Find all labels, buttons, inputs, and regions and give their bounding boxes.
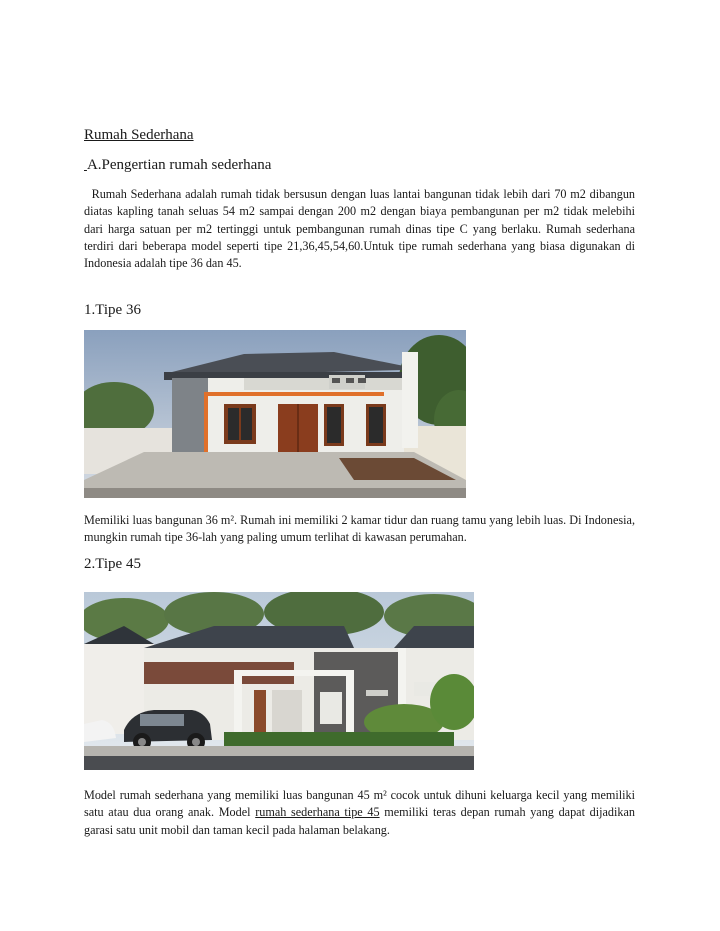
intro-paragraph <box>84 186 635 272</box>
section-heading <box>84 157 271 174</box>
type45-description <box>84 787 635 839</box>
type36-heading: 1.Tipe 36 <box>84 302 141 318</box>
house-type45-photo <box>84 592 474 770</box>
document-title: Rumah Sederhana <box>84 127 194 143</box>
section-heading-text: A.Pengertian rumah sederhana <box>86 157 272 173</box>
type45-description-before: Model rumah sederhana yang memiliki luas bangunan 45 m² cocok untuk dihuni keluarga kecil yang memiliki satu atau dua orang anak. Model <box>84 788 635 820</box>
type45-heading: 2.Tipe 45 <box>84 556 141 572</box>
rumah-sederhana-tipe45-link[interactable]: rumah sederhana tipe 45 <box>255 805 380 820</box>
intro-paragraph-text: Rumah Sederhana adalah rumah tidak bersusun dengan luas lantai bangunan tidak lebih dari 70 m2 dibangun diatas kapling tanah seluas 54 m2 sampai dengan 200 m2 dengan biaya pembangunan per m2 tidak melebihi dari harga satuan per m2 tertinggi untuk pembangunan rumah dinas tipe C yang berlaku. Rumah sederhana terdiri dari beberapa model seperti tipe 21,36,45,54,60.Untuk tipe rumah sederhana yang biasa digunakan di Indonesia adalah tipe 36 dan 45. <box>84 187 636 271</box>
house-type36-photo <box>84 330 466 498</box>
type36-description: Memiliki luas bangunan 36 m². Rumah ini memiliki 2 kamar tidur dan ruang tamu yang lebih luas. Di Indonesia, mungkin rumah tipe 36-lah yang paling umum terlihat di kawasan perumahan. <box>84 513 635 545</box>
type45-description-after: memiliki teras depan rumah yang dapat dijadikan garasi satu unit mobil dan taman kecil pada halaman belakang. <box>84 805 635 837</box>
